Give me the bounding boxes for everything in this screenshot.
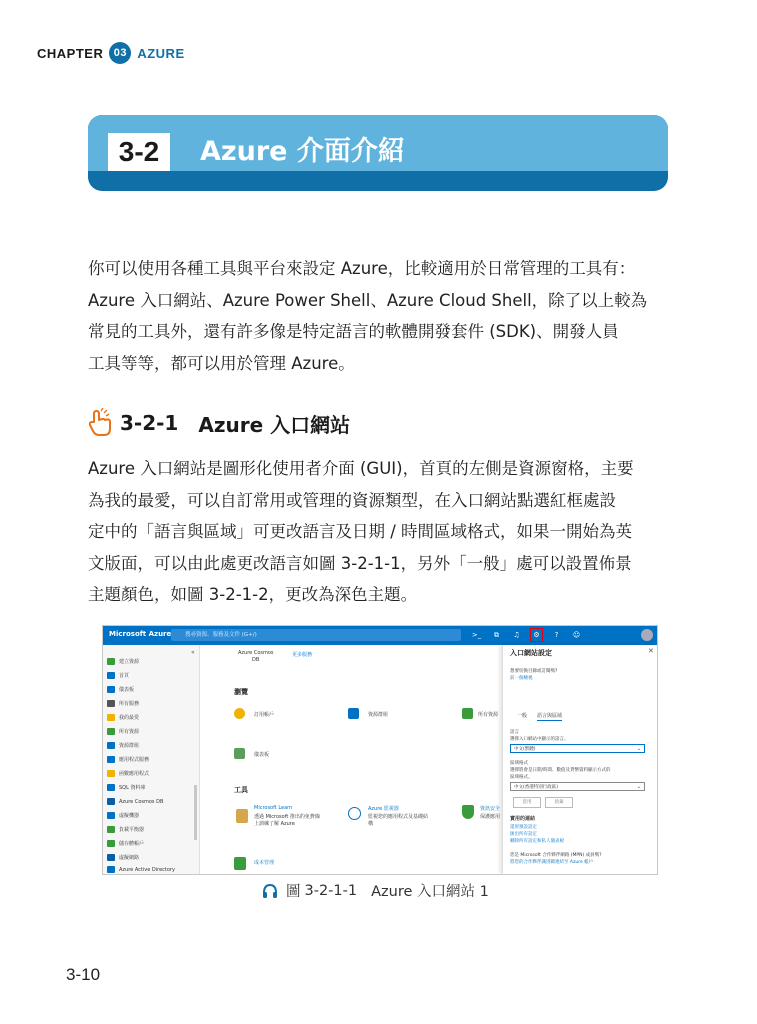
- sidebar-item-storage-accounts[interactable]: [107, 840, 144, 847]
- directory-icon: [107, 866, 115, 873]
- sidebar-item-label: 所有資源: [119, 729, 140, 735]
- intro-paragraph: [88, 253, 672, 379]
- globe-icon: [107, 756, 115, 763]
- network-icon: [107, 854, 115, 861]
- sidebar-item-create-resource[interactable]: [107, 658, 139, 665]
- sidebar-collapse-icon[interactable]: «: [191, 649, 195, 656]
- apply-button[interactable]: 套用: [513, 797, 541, 808]
- list-icon: [107, 700, 115, 707]
- sidebar-item-load-balancers[interactable]: [107, 826, 144, 833]
- body-line: Azure 入口網站是圖形化使用者介面 (GUI)，首頁的左側是資源窗格，主要: [88, 459, 634, 478]
- help-icon[interactable]: ?: [554, 631, 559, 639]
- restore-defaults-link[interactable]: 還原預設設定: [510, 825, 537, 830]
- ms-learn-link[interactable]: Microsoft Learn: [254, 805, 293, 811]
- sidebar-item-label: 儀表板: [119, 687, 135, 693]
- grid-icon: [462, 708, 473, 719]
- sidebar-item-label: 所有服務: [119, 701, 140, 707]
- intro-line: 你可以使用各種工具與平台來設定 Azure，比較適用於日常管理的工具有：: [88, 259, 636, 278]
- delete-settings-link[interactable]: 刪除所有設定和私人儀表板: [510, 839, 564, 844]
- close-icon[interactable]: ✕: [648, 647, 654, 655]
- export-settings-link[interactable]: 匯出所有設定: [510, 832, 537, 837]
- database-icon: [107, 784, 115, 791]
- tab-language-region[interactable]: 語言與區域: [537, 713, 563, 719]
- previous-view-link[interactable]: 前一個檢視: [510, 676, 533, 681]
- directory-question: 想要切換目錄或訂閱嗎?: [510, 669, 558, 674]
- sidebar-item-label: 虛擬機器: [119, 813, 140, 819]
- sidebar-item-label: 儲存體帳戶: [119, 841, 145, 847]
- useful-links-heading: 實用的連結: [510, 816, 536, 822]
- sidebar-item-function-apps[interactable]: [107, 770, 149, 777]
- notifications-icon[interactable]: ♫: [513, 631, 520, 639]
- learn-icon: [236, 809, 248, 823]
- sidebar-item-label: 首頁: [119, 673, 130, 679]
- cosmos-db-tile-line1[interactable]: Azure Cosmos: [238, 650, 274, 656]
- intro-line: Azure 入口網站、Azure Power Shell、Azure Cloud Shell，除了以上較為: [88, 290, 648, 310]
- language-select-value: 中文(繁體): [514, 747, 536, 752]
- monitor-icon: [107, 812, 115, 819]
- sidebar-item-label: 建立資源: [119, 659, 140, 665]
- settings-gear-icon[interactable]: ⚙: [531, 629, 542, 641]
- star-icon: [107, 714, 115, 721]
- azure-search-input[interactable]: 搜尋資源、服務及文件 (G+/): [171, 629, 461, 641]
- resource-group-icon: [107, 742, 115, 749]
- discard-button[interactable]: 捨棄: [545, 797, 573, 808]
- monitor-gauge-icon: [348, 807, 361, 820]
- avatar[interactable]: [641, 629, 653, 641]
- cosmos-db-icon: [107, 798, 115, 805]
- azure-portal-screenshot: [102, 625, 658, 875]
- regional-format-description: 選擇將會是日期/時間、數值及貨幣資料顯示方式的: [510, 768, 611, 773]
- section-number: 3-2: [108, 133, 170, 171]
- grid-icon: [107, 728, 115, 735]
- sidebar-item-cosmos-db[interactable]: [107, 798, 163, 805]
- security-link[interactable]: 資訊安全: [480, 806, 501, 812]
- sidebar-item-active-directory[interactable]: [107, 866, 175, 873]
- sidebar-item-all-resources[interactable]: [107, 728, 139, 735]
- sidebar-item-label: 應用程式服務: [119, 757, 150, 763]
- ms-learn-desc: 上訓練了解 Azure: [254, 821, 295, 827]
- directory-filter-icon[interactable]: ⧉: [494, 631, 499, 639]
- azure-monitor-desc: 監視您的應用程式及基礎結: [368, 814, 429, 820]
- body-line: 主題顏色，如圖 3-2-1-2，更改為深色主題。: [88, 585, 418, 604]
- azure-main-content: [200, 645, 502, 874]
- sidebar-item-label: Azure Active Directory: [119, 866, 175, 873]
- sidebar-item-virtual-machines[interactable]: [107, 812, 139, 819]
- regional-format-select-value: 中文(香港特別行政區): [514, 785, 559, 790]
- key-icon: [234, 708, 245, 719]
- subsection-title: Azure 入口網站: [198, 412, 351, 437]
- sidebar-item-app-services[interactable]: [107, 756, 149, 763]
- caption-label: 圖: [286, 884, 301, 900]
- body-line: 為我的最愛，可以自訂常用或管理的資源類型，在入口網站點選紅框處設: [88, 490, 616, 510]
- cost-management-icon: [234, 857, 246, 870]
- load-balancer-icon: [107, 826, 115, 833]
- chapter-label: CHAPTER: [37, 45, 104, 61]
- sidebar-item-label: 資源群組: [119, 743, 140, 749]
- lightning-icon: [107, 770, 115, 777]
- sidebar-item-favorites: [107, 714, 139, 721]
- sidebar-item-label: 函數應用程式: [119, 771, 150, 777]
- cost-management-link[interactable]: 成本管理: [254, 860, 275, 866]
- shield-icon: [462, 805, 474, 819]
- headphones-icon: [262, 883, 278, 899]
- ms-learn-desc: 透過 Microsoft 推出的免費線: [254, 814, 320, 820]
- sidebar-item-label: Azure Cosmos DB: [119, 798, 164, 805]
- language-description: 選擇入口網站中顯示的語言。: [510, 737, 569, 742]
- sidebar-item-label: SQL 資料庫: [119, 785, 146, 791]
- tools-heading: 工具: [234, 786, 248, 794]
- azure-top-bar: [103, 626, 657, 645]
- mpn-question: 您是 Microsoft 合作夥伴網路 (MPN) 成員嗎?: [510, 853, 602, 858]
- regional-format-description: 區域格式。: [510, 775, 533, 780]
- sidebar-item-all-services[interactable]: [107, 700, 139, 707]
- dashboard-link[interactable]: 儀表板: [254, 752, 270, 758]
- language-label: 語言: [510, 730, 519, 735]
- all-resources-link[interactable]: 所有資源: [478, 712, 499, 718]
- azure-monitor-desc: 構: [368, 821, 374, 827]
- subscriptions-link[interactable]: 訂用帳戶: [254, 712, 275, 718]
- storage-icon: [107, 840, 115, 847]
- more-services-link[interactable]: 更多服務: [292, 652, 313, 658]
- chevron-down-icon: ⌄: [636, 746, 641, 752]
- tab-general[interactable]: 一般: [517, 713, 528, 719]
- pointing-hand-icon: [88, 408, 114, 438]
- page-number: 3-10: [66, 965, 101, 984]
- sidebar-scrollbar[interactable]: [194, 785, 197, 840]
- intro-line: 常見的工具外，還有許多像是特定語言的軟體開發套件 (SDK)、開發人員: [88, 322, 619, 341]
- sidebar-item-home[interactable]: [107, 672, 129, 679]
- azure-toolbar-icons: [471, 629, 582, 641]
- sidebar-item-virtual-networks[interactable]: [107, 854, 139, 861]
- sidebar-item-label: 虛擬網路: [119, 855, 140, 861]
- feedback-icon[interactable]: ☺: [572, 631, 581, 639]
- intro-line: 工具等等，都可以用於管理 Azure。: [88, 353, 355, 373]
- mpn-link[interactable]: 將您的合作夥伴識別碼連結至 Azure 帳戶: [510, 860, 594, 865]
- azure-brand[interactable]: Microsoft Azure: [109, 630, 172, 638]
- chapter-name: AZURE: [137, 45, 185, 61]
- sidebar-item-sql-databases[interactable]: [107, 784, 146, 791]
- caption-text: Azure 入口網站 1: [371, 884, 489, 900]
- sidebar-item-dashboard[interactable]: [107, 686, 134, 693]
- dashboard-icon: [234, 748, 245, 759]
- chapter-header: [37, 42, 185, 64]
- subsection-heading: [88, 408, 350, 438]
- dashboard-icon: [107, 686, 115, 693]
- resource-groups-link[interactable]: 資源群組: [368, 712, 389, 718]
- portal-settings-panel: [502, 645, 658, 874]
- sidebar-item-label: 負載平衡器: [119, 827, 145, 833]
- figure-caption: [262, 880, 489, 901]
- subsection-number: 3-2-1: [120, 411, 179, 435]
- sidebar-item-label: 我的最愛: [119, 715, 140, 721]
- panel-title: 入口網站設定: [510, 649, 552, 657]
- body-line: 定中的「語言與區域」可更改語言及日期 / 時間區域格式，如果一開始為英: [88, 522, 633, 541]
- security-desc: 保護應用: [480, 814, 501, 820]
- regional-format-select[interactable]: [510, 782, 645, 791]
- regional-format-label: 區域格式: [510, 761, 528, 766]
- body-paragraph: [88, 453, 672, 611]
- section-title: Azure 介面介紹: [200, 136, 405, 167]
- resource-group-icon: [348, 708, 359, 719]
- home-icon: [107, 672, 115, 679]
- plus-icon: [107, 658, 115, 665]
- azure-sidebar: [103, 645, 200, 874]
- body-line: 文版面，可以由此處更改語言如圖 3-2-1-1，另外「一般」處可以設置佈景: [88, 553, 632, 573]
- chevron-down-icon: ⌄: [636, 784, 641, 790]
- cloud-shell-icon[interactable]: >_: [471, 631, 482, 639]
- caption-figure-number: 3-2-1-1: [304, 882, 358, 899]
- sidebar-item-resource-groups[interactable]: [107, 742, 139, 749]
- overview-heading: 瀏覽: [234, 688, 248, 696]
- chapter-number: 03: [109, 42, 131, 64]
- cosmos-db-tile-line2[interactable]: DB: [252, 657, 260, 663]
- azure-monitor-link[interactable]: Azure 監視器: [368, 806, 399, 812]
- section-title-band: [88, 115, 668, 191]
- language-select[interactable]: [510, 744, 645, 753]
